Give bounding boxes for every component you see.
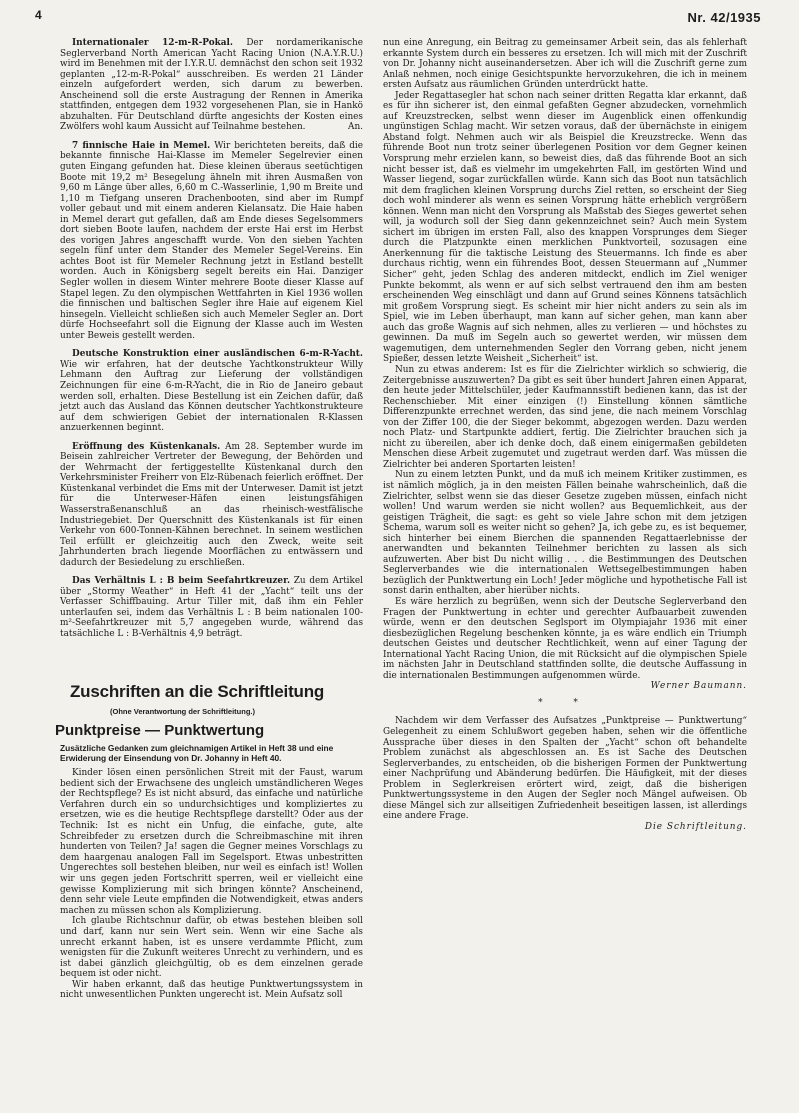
news-item-text: Am 28. September wurde im Beisein zahlreicher Vertreter der Bewegung, der Behörden und der Wehrmacht der fertiggestellte Küstenkanal durch den Verkehrsminister Freiherr von Elz-Rübenach feierlich eröffnet. Der Küstenkanal verbindet die Ems mit der Unterweser. Damit ist jetzt für die Unterweser-Häfen einen leistungsfähigen Wasserstraßenanschluß an das rheinisch-westfälische Industriegebiet. Der Querschnitt des Küstenkanals ist für einen Verkehr von 600-Tonnen-Kähnen berechnet. In seinem westlichen Teil erfüllt er gleichzeitig auch den Zweck, weite seit Jahrhunderten brach liegende Moorflächen zu entwässern und dadurch der Besiedelung zu erschließen. xyxy=(60,441,363,568)
news-item-text: Wie wir erfahren, hat der deutsche Yachtkonstrukteur Willy Lehmann den Auftrag zur Lieferung der vollständigen Zeichnungen für eine 6-m-R-Yacht, die in Rio de Janeiro gebaut werden soll, erhalten. Diese Bestellung ist ein Zeichen dafür, daß jetzt auch das Ausland das Können deutscher Yachtkonstrukteure auf dem schwierigen Gebiet der internationalen R-Klassen anzuerkennen beginnt. xyxy=(60,359,363,434)
news-item-head: Deutsche Konstruktion einer ausländischen 6-m-R-Yacht. xyxy=(72,349,363,360)
news-item xyxy=(60,141,363,341)
article-paragraph: Jeder Regattasegler hat schon nach seiner dritten Regatta klar erkannt, daß es für ihn sicherer ist, den einmal gefaßten Gegner abzudecken, vornehmlich auf Kreuzstrecken, selbst wenn dieser im Augenblick einen offenkundig ungünstigen Schlag macht. Wir setzen voraus, daß der übernächste in einigem Abstand folgt. Nehmen auch wir als Beispiel die Kreuzstrecke. Wenn das führende Boot nun trotz seiner überlegenen Position vor dem Gegner keinen Vorsprung mehr erzielen kann, so beweist dies, daß das führende Boot an sich nicht besser ist, daß es vielmehr im umgekehrten Fall, im gestörten Wind und Wasser liegend, sogar zurückfallen würde. Kann sich das Boot nun tatsächlich mit dem fraglichen kleinen Vorsprung durchs Ziel retten, so erscheint der Sieg doch wohl minderer als wenn es seinen Vorsprung hätte erheblich vergrößern können. Wenn man nicht den Vorsprung als Maßstab des Sieges gewertet sehen will, ja wodurch soll der Sieg dann gekennzeichnet sein? Auch mein System sichert im übrigen im ersten Fall, also des knappen Vorsprunges dem Sieger durch die Platzpunkte einen merklichen Punktvorteil, sozusagen eine Anerkennung für die taktische Leistung des Steuermanns. Ich finde es aber durchaus richtig, wenn ein führendes Boot, dessen Steuermann auf „Nummer Sicher“ geht, jeden Schlag des anderen mitdeckt, endlich im Ziel weniger Punkte bekommt, als wenn er auf sich selbst vertrauend den ihm am besten erscheinenden Weg einschlägt und dann auf Grund seines Könnens tatsächlich mit großem Vorsprung siegt. Es scheint mir hier nicht anders zu sein als im Spiel, wie im Leben überhaupt, man kann auf sicher gehen, man kann aber auch das große Wagnis auf sich nehmen, alles zu verlieren — und höchstes zu gewinnen. Da muß im Segeln auch so gewertet werden, wir müssen dem wagemutigen, dem unternehmenden Segler den Vorrang geben, nicht jenem Spießer, dessen letzte Weisheit „Sicherheit“ ist. xyxy=(383,90,747,365)
article-body-right xyxy=(383,38,747,832)
news-item-head: Eröffnung des Küstenkanals. xyxy=(72,441,221,452)
news-item-text: Zu dem Artikel über „Stormy Weather“ in Heft 41 der „Yacht“ teilt uns der Verfasser Schiffbauing. Artur Tiller mit, daß ihm ein Fehler unterlaufen sei, indem das Verhältnis L : B beim nationalen 100-m²-Seefahrtkreuzer mit 5,7 angegeben wurde, während das tatsächliche L : B-Verhältnis 4,9 beträgt. xyxy=(60,576,363,639)
article-paragraph: Ich glaube Richtschnur dafür, ob etwas bestehen bleiben soll und darf, kann nur sein Wert sein. Wenn wir eine Sache als unrecht erkannt haben, ist es unsere verdammte Pflicht, zum wenigsten für die Zukunft weiteres Unrecht zu verhindern, und es ist dabei gänzlich gleichgültig, ob es dem einzelnen gerade bequem ist oder nicht. xyxy=(60,916,363,980)
section-subtitle: (Ohne Verantwortung der Schriftleitung.) xyxy=(110,707,256,716)
section-title: Zuschriften an die Schriftleitung xyxy=(70,682,325,701)
editor-signature: Die Schriftleitung. xyxy=(644,821,747,832)
news-item xyxy=(60,349,363,433)
news-item-head: Das Verhältnis L : B beim Seefahrtkreuzer. xyxy=(72,576,291,587)
news-item-head: Internationaler 12-m-R-Pokal. xyxy=(72,38,233,48)
news-item xyxy=(60,576,363,639)
article-paragraph: Es wäre herzlich zu begrüßen, wenn sich der Deutsche Seglerverband den Fragen der Punktwertung in echter und gerechter Aufbauarbeit zuwenden würde, wenn er den deutschen Seglsport im Olympiajahr 1936 mit einer diesbezüglichen Regelung beschenken könnte, ja es wäre endlich ein Triumph deutschen Geistes und deutscher Rechtlichkeit, wenn auf einer Tagung der International Yacht Racing Union, die mit Rücksicht auf die olympischen Spiele im nächsten Jahr in Deutschland stattfinden sollte, die deutsche Auffassung in die internationalen Bestimmungen aufgenommen würde. xyxy=(383,596,747,681)
article-paragraph: Nun zu einem letzten Punkt, und da muß ich meinem Kritiker zustimmen, es ist nämlich möglich, ja in den meisten Fällen beinahe wahrscheinlich, daß die Zielrichter, selbst wenn sie das dieser Gesetze zugeben müssen, einfach nicht wollen! Und warum werden sie nicht wollen? aus Bequemlichkeit, aus der geistigen Trägheit, die sagt: es geht so viele Jahre schon mit dem jetzigen Schema, warum soll es weiter nicht so gehen? Ja, ich gebe zu, es ist bequemer, sich hinterher bei einem Bierchen die spannenden Regattaerlebnisse der anerwandten und bekannten Teilnehmer berichten zu lassen als sich aufzuwerten. Aber bist Du nicht willig . . . die Bestimmungen des Deutschen Seglerverbandes wie die internationalen Wettsegelbestimmungen haben bezüglich der Punktwertung ein Loch! Jeder mögliche und hypothetische Fall ist sonst darin enthalten, aber hierüber nichts. xyxy=(383,470,747,597)
news-item-head: 7 finnische Haie in Memel. xyxy=(72,140,211,151)
news-item xyxy=(60,38,363,133)
news-item xyxy=(60,442,363,569)
page-number: 4 xyxy=(35,8,42,22)
author-signature: Werner Baumann. xyxy=(650,681,747,692)
article-body-left xyxy=(60,768,363,1001)
news-item-sig: An. xyxy=(348,122,363,133)
editor-paragraph: Nachdem wir dem Verfasser des Aufsatzes „Punktpreise — Punktwertung“ Gelegenheit zu einem Schlußwort gegeben haben, sehen wir die öffentliche Aussprache über dieses in den Spalten der „Yacht“ schon oft behandelte Problem zunächst als abgeschlossen an. Es ist Sache des Deutschen Seglerverbandes, zu entscheiden, ob die bisherigen Formen der Punktwertung einer Nachprüfung und Abänderung bedürfen. Die Häufigkeit, mit der dieses Problem in Seglerkreisen erörtert wird, zeigt, daß die bisherigen Punktwertungssysteme in den Augen der Segler noch Mängel aufweisen. Ob diese Mängel sich zur allseitigen Zufriedenheit beseitigen lassen, ist allerdings eine andere Frage. xyxy=(383,716,747,822)
news-column xyxy=(60,38,363,648)
article-paragraph: Wir haben erkannt, daß das heutige Punktwertungssystem in nicht unwesentlichen Punkten ungerecht ist. Mein Aufsatz soll xyxy=(60,979,363,1001)
article-paragraph: Kinder lösen einen persönlichen Streit mit der Faust, warum bedient sich der Erwachsene des ungleich umständlicheren Weges der Rechtspflege? Es ist nicht absurd, das einfache und natürliche Verfahren durch ein so undurchsichtiges und kompliziertes zu ersetzen, wie es die heutige Rechtspflege darstellt? Oder aus der Technik: Ist es nicht ein Unfug, die einfache, gute, alte Schreibfeder zu ersetzen durch die Schreibmaschine mit ihren hunderten von Teilen? Ja! sagen die Gegner meines Vorschlags zu dem haargenau analogen Fall im Segelsport. Etwas unbestritten Ungerechtes soll bestehen bleiben, nur weil es einfach ist! Wollen wir uns gegen jeden Fortschritt sperren, weil er vielleicht eine gewisse Komplizierung mit sich bringen könnte? Anscheinend, denn sehr viele Leute empfinden die Notwendigkeit, etwas anders machen zu müssen schon als Komplizierung. xyxy=(60,768,363,916)
article-title: Punktpreise — Punktwertung xyxy=(55,722,265,739)
issue-label: Nr. 42/1935 xyxy=(687,10,761,25)
news-item-text: Der nordamerikanische Seglerverband North American Yacht Racing Union (N.A.Y.R.U.) wird im Benehmen mit der I.Y.R.U. demnächst den schon seit 1932 geplanten „12-m-R-Pokal“ ausschreiben. Es werden 21 Länder einzeln aufgefordert werden, sich darum zu bewerben. Anscheinend soll die erste Austragung der Rennen in Amerika stattfinden, entgegen dem 1932 vorgesehenen Plan, sie in Hankö abzuhalten. Für Deutschland dürfte angesichts der Kosten eines Zwölfers wohl kaum Aussicht auf Teilnahme bestehen. xyxy=(60,38,363,133)
article-subtitle: Zusätzliche Gedanken zum gleichnamigen Artikel in Heft 38 und eine Erwiderung der Einsendung von Dr. Johanny in Heft 40. xyxy=(60,743,334,764)
separator-stars: * * xyxy=(538,697,592,708)
article-paragraph: nun eine Anregung, ein Beitrag zu gemeinsamer Arbeit sein, das als fehlerhaft erkannte System durch ein besseres zu ersetzen. Ich will mich mit der Zuschrift von Dr. Johanny nicht auseinandersetzen. Aber ich will die Zuschrift gerne zum Anlaß nehmen, noch einige Gesichtspunkte hervorzukehren, die ich in meinem ersten Aufsatz aus räumlichen Gründen unterdrückt hatte. xyxy=(383,38,747,91)
news-item-text: Wir berichteten bereits, daß die bekannte finnische Hai-Klasse im Memeler Segelrevier einen guten Eingang gefunden hat. Diese kleinen überaus seetüchtigen Boote mit 19,2 m² Besegelung ähneln mit ihren Ausmaßen von 9,60 m Länge über alles, 6,60 m C.-Wasserlinie, 1,90 m Breite und 1,10 m Tiefgang unseren Drachenbooten, sind aber im Rumpf voller gebaut und mit einem anderen Kielansatz. Die Haie haben in Memel derart gut gefallen, daß am Ende dieses Segelsommers dort sieben Boote laufen, nachdem der erste Hai erst im Herbst des vorigen Jahres angeschafft wurde. Von den sieben Yachten segeln fünf unter dem Stander des Memeler Segel-Vereins. Ein achtes Boot ist für Memeler Rechnung jetzt in Estland bestellt worden. Auch in Königsberg segelt bereits ein Hai. Danziger Segler wollen in diesem Winter mehrere Boote dieser Klasse auf Stapel legen. Zu den olympischen Wettfahrten in Kiel 1936 wollen die finnischen und baltischen Segler ihre Haie auf eigenem Kiel hinsegeln. Vielleicht schließen sich auch Memeler Segler an. Dort dürfe Hochseefahrt soll die Eignung der Klasse auch im Westen unter Beweis gestellt werden. xyxy=(60,140,363,341)
article-paragraph: Nun zu etwas anderem: Ist es für die Zielrichter wirklich so schwierig, die Zeitergebnisse auszuwerten? Da gibt es seit über hundert Jahren einen Apparat, den heute jeder Mittelschüler, jeder Kaufmannsstift bedienen kann, das ist der Rechenschieber. Mit einer einzigen (!) Einstellung können sämtliche Differenzpunkte errechnet werden, das sind jene, die nach meinem Vorschlag von der Ziffer 100, die der Sieger bekommt, abgezogen werden. Dazu werden noch Platz- und Startpunkte addiert, fertig. Die Zielrichter brauchen sich ja nicht zu übereilen, aber ich denke doch, daß einem einigermaßen gebildeten Menschen diese Arbeit zugemutet und zugetraut werden darf. Was müssen die Zielrichter bei anderen Sportarten leisten! xyxy=(383,364,747,470)
